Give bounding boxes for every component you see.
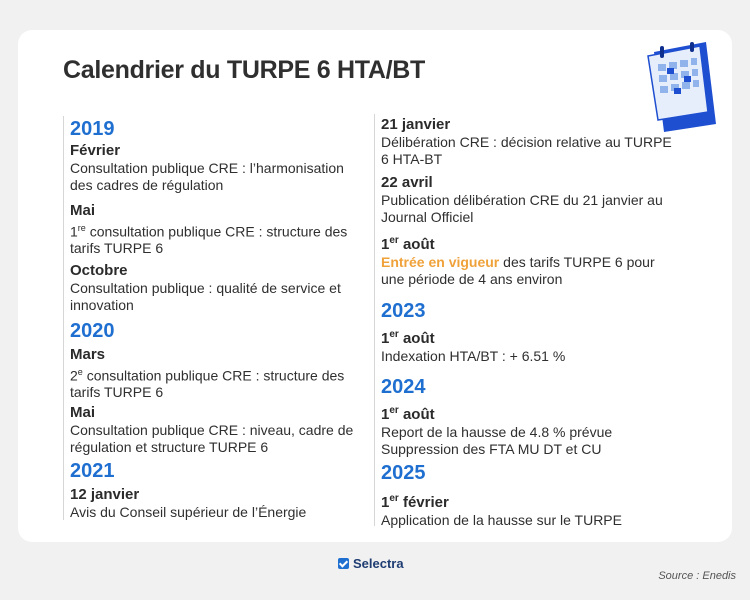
event-desc: Report de la hausse de 4.8 % prévue [381, 424, 613, 440]
year-2024: 2024 [381, 376, 426, 398]
event-2019-octobre [70, 262, 370, 313]
event-date: Mars [70, 346, 106, 363]
event-date: 12 janvier [70, 486, 140, 503]
event-date: 1er février [381, 493, 449, 511]
year-2025: 2025 [381, 462, 426, 484]
year-2019: 2019 [70, 118, 115, 140]
event-desc: Consultation publique : qualité de service et innovation [70, 280, 341, 313]
brand-logo [338, 556, 404, 571]
year-2023: 2023 [381, 300, 426, 322]
highlight-text: Entrée en vigueur [381, 254, 500, 270]
event-date: Octobre [70, 262, 128, 279]
event-date: 21 janvier [381, 116, 451, 133]
event-date: Février [70, 142, 121, 159]
event-2020-mai [70, 404, 370, 455]
event-date: 22 avril [381, 174, 433, 191]
event-desc: Entrée en vigueur des tarifs TURPE 6 pour une période de 4 ans environ [381, 254, 655, 287]
event-desc: Suppression des FTA MU DT et CU [381, 440, 602, 457]
event-date: 1er août [381, 405, 435, 423]
infographic-card [18, 30, 732, 542]
event-date: Mai [70, 404, 96, 421]
event-desc: Avis du Conseil supérieur de l’Énergie [70, 504, 307, 520]
event-desc: Publication délibération CRE du 21 janvier au Journal Officiel [381, 192, 663, 225]
timeline-right [374, 114, 675, 526]
event-2020-mars [70, 346, 370, 401]
event-desc: Application de la hausse sur le TURPE [381, 512, 622, 528]
event-desc: Délibération CRE : décision relative au TURPE 6 HTA-BT [381, 134, 672, 167]
event-2019-fevrier [70, 142, 370, 193]
event-1er-aout-2023 [381, 326, 681, 365]
event-1er-aout-2024 [381, 402, 681, 457]
event-desc: Indexation HTA/BT : + 6.51 % [381, 348, 566, 364]
selectra-check-icon [338, 558, 349, 569]
brand-name: Selectra [353, 556, 404, 571]
event-1er-fevrier-2025 [381, 490, 681, 529]
event-desc: 1re consultation publique CRE : structure des tarifs TURPE 6 [70, 223, 348, 257]
event-date: 1er août [381, 235, 435, 253]
event-desc: 2e consultation publique CRE : structure des tarifs TURPE 6 [70, 367, 345, 401]
timeline-left [63, 116, 364, 520]
event-22-avril [381, 174, 681, 225]
source-note: Source : Enedis [658, 570, 736, 582]
event-2019-mai [70, 202, 370, 257]
event-1er-aout-2021 [381, 232, 681, 287]
event-21-janvier [381, 116, 681, 167]
year-2021: 2021 [70, 460, 115, 482]
year-2020: 2020 [70, 320, 115, 342]
page-title: Calendrier du TURPE 6 HTA/BT [63, 56, 426, 84]
event-desc: Consultation publique CRE : niveau, cadre de régulation et structure TURPE 6 [70, 422, 354, 455]
event-date: Mai [70, 202, 96, 219]
event-desc: Consultation publique CRE : l’harmonisation des cadres de régulation [70, 160, 344, 193]
event-2021-12-janvier [70, 486, 370, 521]
event-date: 1er août [381, 329, 435, 347]
